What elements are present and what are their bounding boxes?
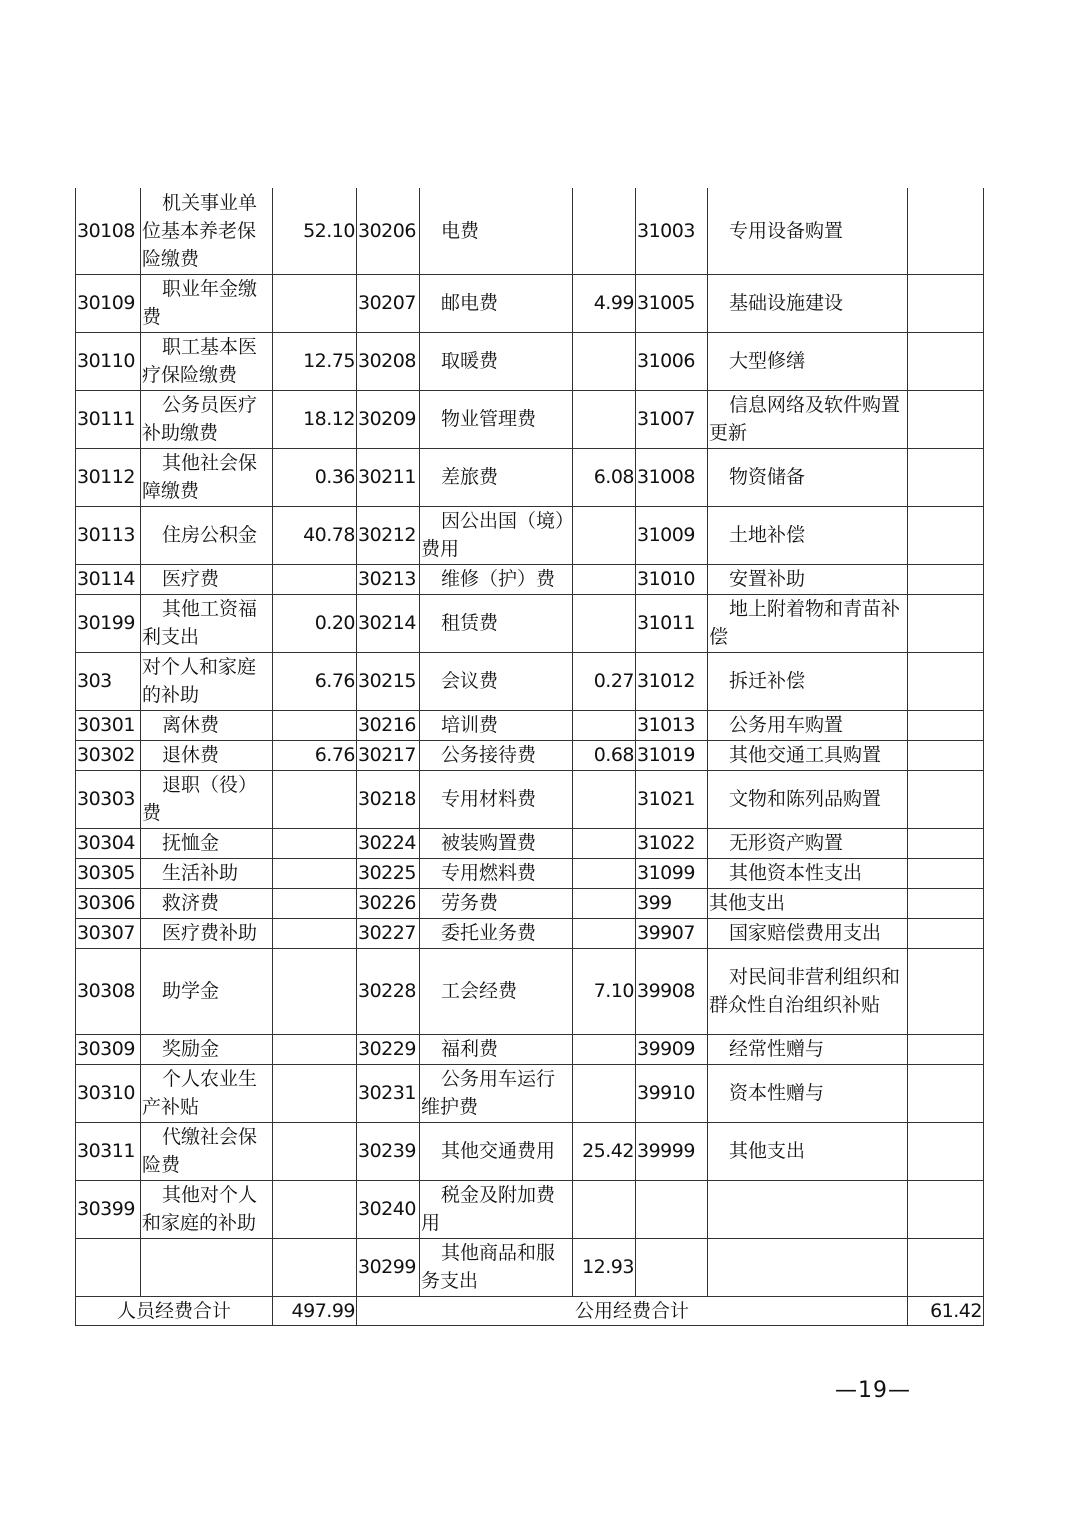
capital-amount-cell — [908, 564, 984, 594]
public-item-name-cell: 邮电费 — [420, 274, 573, 332]
personnel-code-cell: 30301 — [76, 710, 141, 740]
personnel-amount-cell: 40.78 — [273, 506, 357, 564]
capital-item-name-cell: 其他支出 — [708, 888, 908, 918]
personnel-amount-cell — [273, 888, 357, 918]
capital-item-name-cell: 物资储备 — [708, 448, 908, 506]
personnel-item-name-cell: 离休费 — [141, 710, 273, 740]
capital-item-name-cell: 对民间非营利组织和群众性自治组织补贴 — [708, 948, 908, 1034]
public-item-name-cell: 专用材料费 — [420, 770, 573, 828]
table-row — [76, 652, 984, 710]
public-item-name-cell: 物业管理费 — [420, 390, 573, 448]
public-amount-cell — [573, 1034, 636, 1064]
public-item-name-cell: 税金及附加费用 — [420, 1180, 573, 1238]
capital-code-cell: 31021 — [636, 770, 708, 828]
public-code-cell: 30240 — [357, 1180, 420, 1238]
public-code-cell: 30216 — [357, 710, 420, 740]
table-row — [76, 506, 984, 564]
personnel-amount-cell — [273, 828, 357, 858]
table-row — [76, 1180, 984, 1238]
table-row — [76, 390, 984, 448]
capital-item-name-cell: 经常性赠与 — [708, 1034, 908, 1064]
personnel-amount-cell — [273, 1064, 357, 1122]
personnel-item-name-cell: 退休费 — [141, 740, 273, 770]
capital-code-cell: 31003 — [636, 188, 708, 274]
personnel-item-name-cell: 奖励金 — [141, 1034, 273, 1064]
public-code-cell: 30224 — [357, 828, 420, 858]
public-item-name-cell: 培训费 — [420, 710, 573, 740]
capital-item-name-cell: 公务用车购置 — [708, 710, 908, 740]
capital-code-cell: 39910 — [636, 1064, 708, 1122]
public-amount-cell: 6.08 — [573, 448, 636, 506]
capital-code-cell: 31010 — [636, 564, 708, 594]
personnel-item-name-cell: 对个人和家庭的补助 — [141, 652, 273, 710]
public-code-cell: 30229 — [357, 1034, 420, 1064]
table-row — [76, 918, 984, 948]
personnel-amount-cell — [273, 858, 357, 888]
capital-item-name-cell — [708, 1180, 908, 1238]
personnel-amount-cell: 52.10 — [273, 188, 357, 274]
capital-code-cell: 31005 — [636, 274, 708, 332]
personnel-amount-cell: 6.76 — [273, 740, 357, 770]
personnel-code-cell: 30305 — [76, 858, 141, 888]
personnel-amount-cell: 0.36 — [273, 448, 357, 506]
personnel-code-cell: 30310 — [76, 1064, 141, 1122]
personnel-item-name-cell: 生活补助 — [141, 858, 273, 888]
capital-amount-cell — [908, 858, 984, 888]
public-item-name-cell: 因公出国（境）费用 — [420, 506, 573, 564]
capital-amount-cell — [908, 274, 984, 332]
public-item-name-cell: 劳务费 — [420, 888, 573, 918]
personnel-item-name-cell: 职工基本医疗保险缴费 — [141, 332, 273, 390]
table-row — [76, 1238, 984, 1296]
public-amount-cell: 12.93 — [573, 1238, 636, 1296]
table-row — [76, 1034, 984, 1064]
capital-amount-cell — [908, 918, 984, 948]
table-row — [76, 888, 984, 918]
personnel-item-name-cell: 医疗费补助 — [141, 918, 273, 948]
personnel-amount-cell — [273, 918, 357, 948]
public-code-cell: 30239 — [357, 1122, 420, 1180]
personnel-amount-cell: 6.76 — [273, 652, 357, 710]
capital-amount-cell — [908, 828, 984, 858]
public-item-name-cell: 公务接待费 — [420, 740, 573, 770]
personnel-code-cell: 30302 — [76, 740, 141, 770]
personnel-code-cell: 30303 — [76, 770, 141, 828]
public-amount-cell — [573, 858, 636, 888]
public-amount-cell: 4.99 — [573, 274, 636, 332]
personnel-code-cell: 30113 — [76, 506, 141, 564]
personnel-item-name-cell: 其他工资福利支出 — [141, 594, 273, 652]
public-amount-cell: 25.42 — [573, 1122, 636, 1180]
personnel-code-cell — [76, 1238, 141, 1296]
personnel-item-name-cell: 助学金 — [141, 948, 273, 1034]
public-code-cell: 30206 — [357, 188, 420, 274]
public-amount-cell — [573, 506, 636, 564]
personnel-code-cell: 30110 — [76, 332, 141, 390]
public-code-cell: 30212 — [357, 506, 420, 564]
public-code-cell: 30213 — [357, 564, 420, 594]
public-amount-cell — [573, 332, 636, 390]
public-code-cell: 30207 — [357, 274, 420, 332]
personnel-item-name-cell: 代缴社会保险费 — [141, 1122, 273, 1180]
capital-amount-cell — [908, 948, 984, 1034]
public-amount-cell — [573, 564, 636, 594]
expenditure-table — [75, 188, 984, 1326]
public-code-cell: 30217 — [357, 740, 420, 770]
public-code-cell: 30226 — [357, 888, 420, 918]
capital-item-name-cell: 国家赔偿费用支出 — [708, 918, 908, 948]
table-row — [76, 1064, 984, 1122]
personnel-item-name-cell: 职业年金缴费 — [141, 274, 273, 332]
public-item-name-cell: 会议费 — [420, 652, 573, 710]
personnel-amount-cell — [273, 770, 357, 828]
personnel-amount-cell — [273, 1180, 357, 1238]
personnel-code-cell: 30309 — [76, 1034, 141, 1064]
public-item-name-cell: 其他商品和服务支出 — [420, 1238, 573, 1296]
table-row — [76, 448, 984, 506]
capital-amount-cell — [908, 506, 984, 564]
capital-amount-cell — [908, 390, 984, 448]
personnel-code-cell: 30112 — [76, 448, 141, 506]
public-code-cell: 30215 — [357, 652, 420, 710]
personnel-code-cell: 30108 — [76, 188, 141, 274]
capital-amount-cell — [908, 448, 984, 506]
public-code-cell: 30208 — [357, 332, 420, 390]
table-row — [76, 564, 984, 594]
personnel-amount-cell — [273, 948, 357, 1034]
public-code-cell: 30231 — [357, 1064, 420, 1122]
capital-item-name-cell: 资本性赠与 — [708, 1064, 908, 1122]
capital-code-cell: 31099 — [636, 858, 708, 888]
capital-code-cell: 31011 — [636, 594, 708, 652]
personnel-amount-cell — [273, 1034, 357, 1064]
capital-amount-cell — [908, 1180, 984, 1238]
totals-row — [76, 1296, 984, 1325]
capital-code-cell: 31009 — [636, 506, 708, 564]
public-item-name-cell: 被装购置费 — [420, 828, 573, 858]
table-row — [76, 828, 984, 858]
personnel-item-name-cell: 救济费 — [141, 888, 273, 918]
personnel-item-name-cell: 医疗费 — [141, 564, 273, 594]
public-amount-cell — [573, 1064, 636, 1122]
capital-code-cell — [636, 1180, 708, 1238]
capital-amount-cell — [908, 332, 984, 390]
public-amount-cell — [573, 828, 636, 858]
table-row — [76, 274, 984, 332]
public-item-name-cell: 公务用车运行维护费 — [420, 1064, 573, 1122]
public-total-label: 公用经费合计 — [357, 1296, 908, 1325]
public-amount-cell — [573, 188, 636, 274]
personnel-amount-cell: 12.75 — [273, 332, 357, 390]
public-code-cell: 30211 — [357, 448, 420, 506]
personnel-code-cell: 30308 — [76, 948, 141, 1034]
table-row — [76, 740, 984, 770]
public-amount-cell: 0.68 — [573, 740, 636, 770]
personnel-amount-cell: 18.12 — [273, 390, 357, 448]
personnel-amount-cell — [273, 1238, 357, 1296]
table-row — [76, 332, 984, 390]
personnel-item-name-cell: 机关事业单位基本养老保险缴费 — [141, 188, 273, 274]
personnel-code-cell: 30109 — [76, 274, 141, 332]
capital-amount-cell — [908, 1122, 984, 1180]
capital-amount-cell — [908, 1064, 984, 1122]
public-item-name-cell: 电费 — [420, 188, 573, 274]
public-item-name-cell: 委托业务费 — [420, 918, 573, 948]
capital-amount-cell — [908, 770, 984, 828]
capital-amount-cell — [908, 594, 984, 652]
public-code-cell: 30209 — [357, 390, 420, 448]
page-number: —19— — [835, 1378, 911, 1403]
personnel-amount-cell: 0.20 — [273, 594, 357, 652]
capital-code-cell: 39907 — [636, 918, 708, 948]
table-row — [76, 948, 984, 1034]
capital-code-cell: 31022 — [636, 828, 708, 858]
capital-code-cell: 31006 — [636, 332, 708, 390]
public-code-cell: 30225 — [357, 858, 420, 888]
capital-item-name-cell: 安置补助 — [708, 564, 908, 594]
public-amount-cell — [573, 390, 636, 448]
public-amount-cell — [573, 888, 636, 918]
personnel-code-cell: 30307 — [76, 918, 141, 948]
personnel-code-cell: 30306 — [76, 888, 141, 918]
personnel-amount-cell — [273, 1122, 357, 1180]
capital-amount-cell — [908, 1034, 984, 1064]
personnel-code-cell: 30199 — [76, 594, 141, 652]
personnel-code-cell: 30111 — [76, 390, 141, 448]
public-item-name-cell: 工会经费 — [420, 948, 573, 1034]
table-row — [76, 710, 984, 740]
capital-item-name-cell: 拆迁补偿 — [708, 652, 908, 710]
capital-item-name-cell: 其他支出 — [708, 1122, 908, 1180]
capital-item-name-cell: 基础设施建设 — [708, 274, 908, 332]
public-item-name-cell: 维修（护）费 — [420, 564, 573, 594]
capital-item-name-cell: 文物和陈列品购置 — [708, 770, 908, 828]
personnel-item-name-cell: 个人农业生产补贴 — [141, 1064, 273, 1122]
capital-item-name-cell: 大型修缮 — [708, 332, 908, 390]
personnel-amount-cell — [273, 564, 357, 594]
capital-item-name-cell — [708, 1238, 908, 1296]
personnel-item-name-cell: 退职（役）费 — [141, 770, 273, 828]
capital-code-cell: 39999 — [636, 1122, 708, 1180]
personnel-amount-cell — [273, 274, 357, 332]
capital-code-cell: 31019 — [636, 740, 708, 770]
public-code-cell: 30228 — [357, 948, 420, 1034]
personnel-total-label: 人员经费合计 — [76, 1296, 273, 1325]
personnel-total-value: 497.99 — [273, 1296, 357, 1325]
personnel-code-cell: 30304 — [76, 828, 141, 858]
capital-amount-cell — [908, 710, 984, 740]
capital-item-name-cell: 其他交通工具购置 — [708, 740, 908, 770]
capital-item-name-cell: 专用设备购置 — [708, 188, 908, 274]
table-row — [76, 858, 984, 888]
personnel-item-name-cell: 住房公积金 — [141, 506, 273, 564]
capital-code-cell: 39908 — [636, 948, 708, 1034]
personnel-code-cell: 30114 — [76, 564, 141, 594]
capital-item-name-cell: 其他资本性支出 — [708, 858, 908, 888]
personnel-code-cell: 30399 — [76, 1180, 141, 1238]
public-code-cell: 30227 — [357, 918, 420, 948]
table-row — [76, 188, 984, 274]
public-amount-cell — [573, 918, 636, 948]
public-code-cell: 30214 — [357, 594, 420, 652]
capital-code-cell: 31013 — [636, 710, 708, 740]
personnel-code-cell: 303 — [76, 652, 141, 710]
public-amount-cell — [573, 770, 636, 828]
capital-item-name-cell: 土地补偿 — [708, 506, 908, 564]
capital-code-cell: 39909 — [636, 1034, 708, 1064]
capital-code-cell — [636, 1238, 708, 1296]
capital-item-name-cell: 无形资产购置 — [708, 828, 908, 858]
public-code-cell: 30218 — [357, 770, 420, 828]
public-item-name-cell: 取暖费 — [420, 332, 573, 390]
personnel-item-name-cell: 公务员医疗补助缴费 — [141, 390, 273, 448]
capital-amount-cell — [908, 888, 984, 918]
personnel-item-name-cell: 其他对个人和家庭的补助 — [141, 1180, 273, 1238]
personnel-code-cell: 30311 — [76, 1122, 141, 1180]
public-item-name-cell: 其他交通费用 — [420, 1122, 573, 1180]
public-amount-cell: 0.27 — [573, 652, 636, 710]
capital-amount-cell — [908, 1238, 984, 1296]
public-item-name-cell: 差旅费 — [420, 448, 573, 506]
personnel-item-name-cell: 其他社会保障缴费 — [141, 448, 273, 506]
capital-amount-cell — [908, 740, 984, 770]
capital-amount-cell — [908, 652, 984, 710]
public-code-cell: 30299 — [357, 1238, 420, 1296]
public-total-value: 61.42 — [908, 1296, 984, 1325]
capital-code-cell: 31007 — [636, 390, 708, 448]
public-amount-cell — [573, 710, 636, 740]
public-item-name-cell: 专用燃料费 — [420, 858, 573, 888]
capital-code-cell: 399 — [636, 888, 708, 918]
table-row — [76, 594, 984, 652]
personnel-item-name-cell: 抚恤金 — [141, 828, 273, 858]
public-item-name-cell: 租赁费 — [420, 594, 573, 652]
public-amount-cell — [573, 594, 636, 652]
table-row — [76, 770, 984, 828]
capital-amount-cell — [908, 188, 984, 274]
public-item-name-cell: 福利费 — [420, 1034, 573, 1064]
capital-code-cell: 31008 — [636, 448, 708, 506]
public-amount-cell — [573, 1180, 636, 1238]
public-amount-cell: 7.10 — [573, 948, 636, 1034]
capital-item-name-cell: 信息网络及软件购置更新 — [708, 390, 908, 448]
personnel-item-name-cell — [141, 1238, 273, 1296]
capital-code-cell: 31012 — [636, 652, 708, 710]
personnel-amount-cell — [273, 710, 357, 740]
capital-item-name-cell: 地上附着物和青苗补偿 — [708, 594, 908, 652]
table-row — [76, 1122, 984, 1180]
